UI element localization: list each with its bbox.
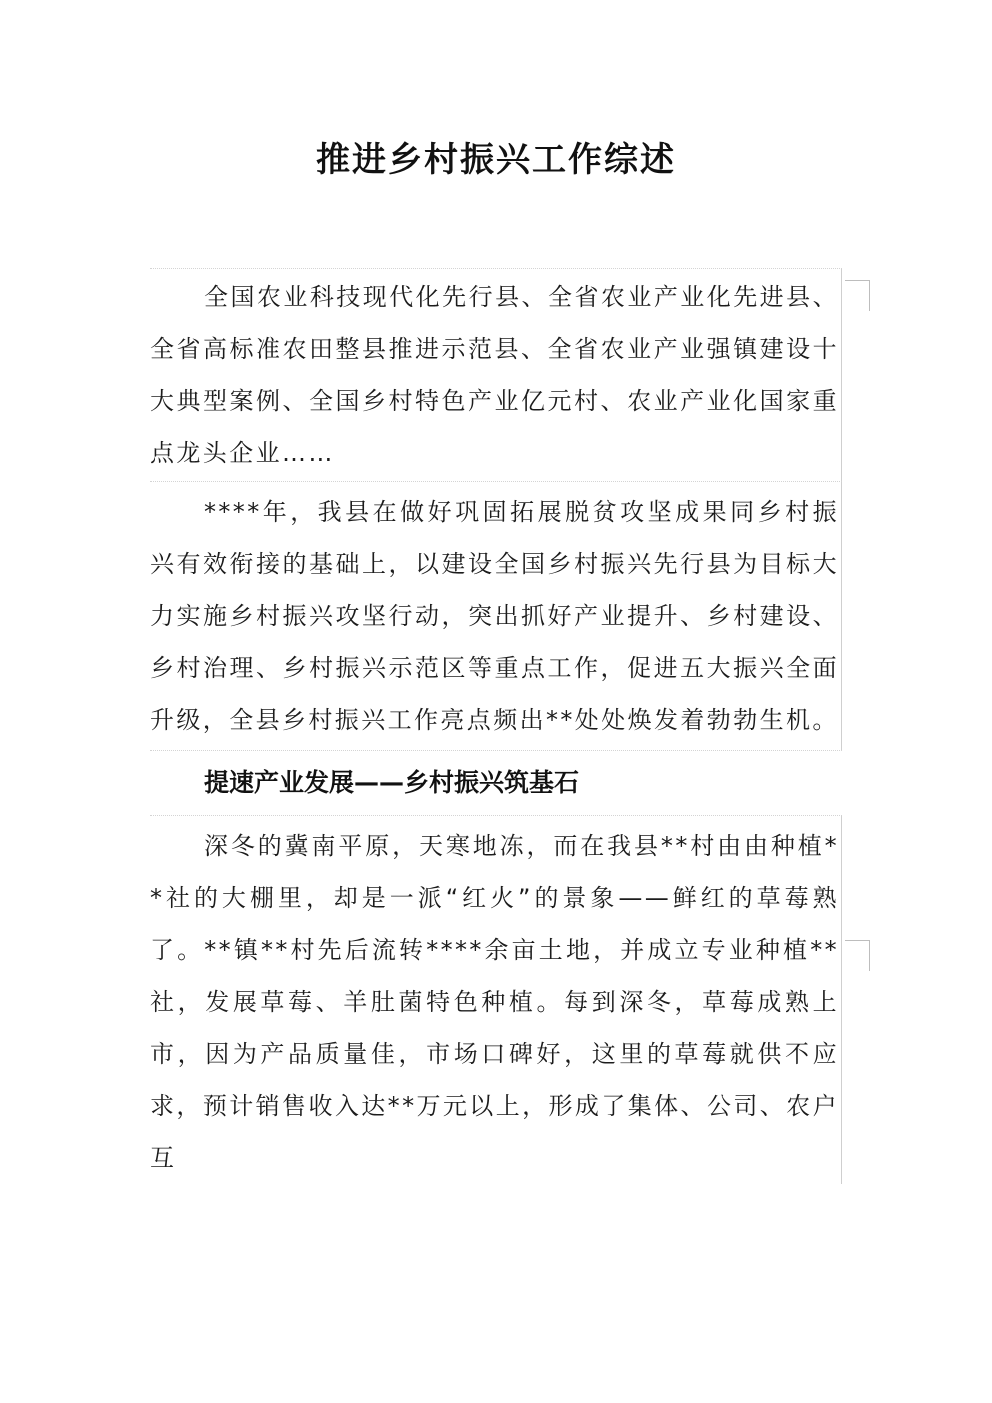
summary-paragraph: ****年，我县在做好巩固拓展脱贫攻坚成果同乡村振兴有效衔接的基础上，以建设全国乡村振兴先行县为目标大力实施乡村振兴攻坚行动，突出抓好产业提升、乡村建设、乡村治理、乡村振兴示范区等重点工作，促进五大振兴全面升级，全县乡村振兴工作亮点频出**处处焕发着勃勃生机。 <box>150 481 842 750</box>
document-title: 推进乡村振兴工作综述 <box>316 140 676 180</box>
section-heading: 提速产业发展——乡村振兴筑基石 <box>150 750 842 815</box>
paragraph-mark-icon <box>845 280 870 311</box>
intro-paragraph: 全国农业科技现代化先行县、全省农业产业化先进县、全省高标准农田整县推进示范县、全省农业产业强镇建设十大典型案例、全国乡村特色产业亿元村、农业产业化国家重点龙头企业…… <box>150 268 842 481</box>
document-body <box>150 268 842 1184</box>
paragraph-mark-icon <box>845 940 870 971</box>
section-paragraph: 深冬的冀南平原，天寒地冻，而在我县**村由由种植**社的大棚里，却是一派“红火”的景象——鲜红的草莓熟了。**镇**村先后流转****余亩土地，并成立专业种植**社，发展草莓、羊肚菌特色种植。每到深冬，草莓成熟上市，因为产品质量佳，市场口碑好，这里的草莓就供不应求，预计销售收入达**万元以上，形成了集体、公司、农户互 <box>150 815 842 1184</box>
